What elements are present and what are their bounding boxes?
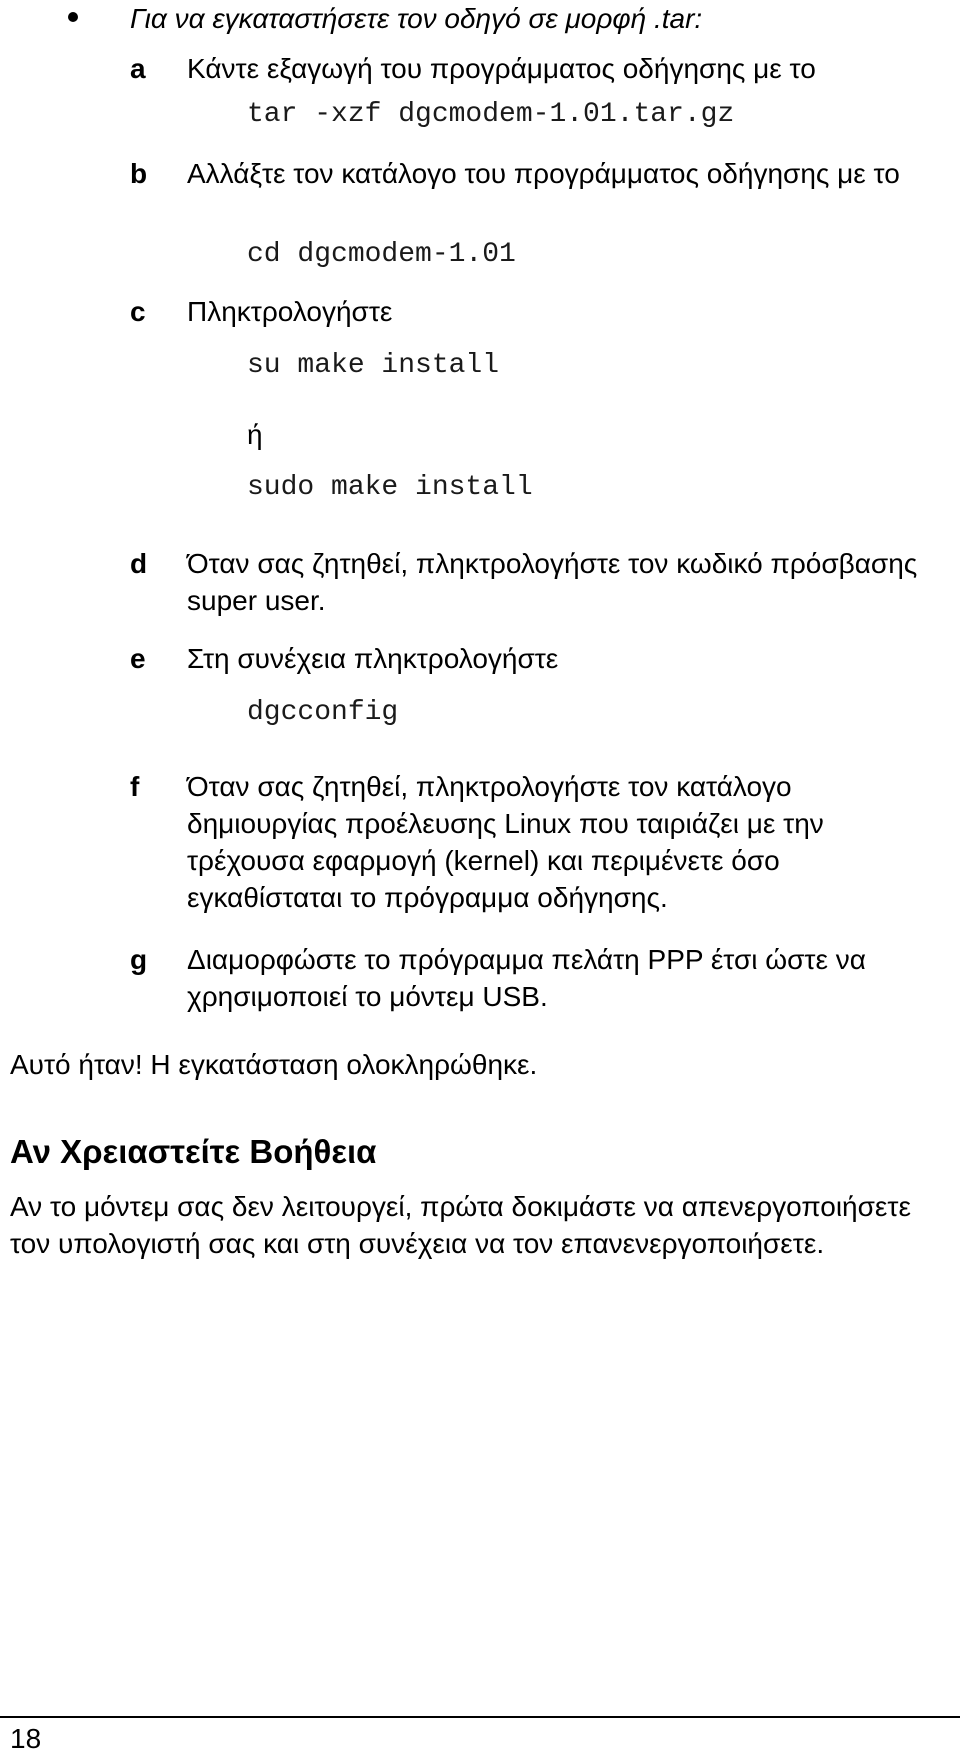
- step-text: Όταν σας ζητηθεί, πληκτρολογήστε τον κωδικό πρόσβασης super user.: [187, 548, 918, 616]
- command-cd: cd dgcmodem-1.01: [247, 239, 516, 270]
- footer-rule: [0, 1716, 960, 1718]
- step-letter: f: [130, 771, 140, 802]
- step-letter: b: [130, 158, 148, 189]
- help-body: Αν το μόντεμ σας δεν λειτουργεί, πρώτα δοκιμάστε να απενεργοποιήσετε τον υπολογιστή σας και στη συνέχεια να τον επανενεργοποιήσετε.: [10, 1191, 911, 1259]
- command-su-install: su make install: [247, 350, 500, 381]
- step-text: Κάντε εξαγωγή του προγράμματος οδήγησης με το: [187, 53, 816, 84]
- help-heading: Αν Χρειαστείτε Βοήθεια: [10, 1133, 377, 1170]
- intro-bullet: [0, 0, 960, 37]
- step-text: Όταν σας ζητηθεί, πληκτρολογήστε τον κατάλογο δημιουργίας προέλευσης Linux που ταιριάζει με την τρέχουσα εφαρμογή (kernel) και περιμένετε όσο εγκαθίσταται το πρόγραμμα οδήγησης.: [187, 771, 824, 913]
- step-text: Διαμορφώστε το πρόγραμμα πελάτη PPP έτσι ώστε να χρησιμοποιεί το μόντεμ USB.: [187, 944, 866, 1012]
- bullet-dot-icon: [68, 12, 78, 22]
- step-letter: d: [130, 548, 148, 579]
- step-letter: g: [130, 944, 148, 975]
- command-extract: tar -xzf dgcmodem-1.01.tar.gz: [247, 99, 735, 130]
- step-letter: e: [130, 643, 146, 674]
- or-text: ή: [247, 419, 263, 450]
- step-letter: c: [130, 296, 146, 327]
- step-letter: a: [130, 53, 146, 84]
- step-text: Πληκτρολογήστε: [187, 296, 393, 327]
- command-sudo-install: sudo make install: [247, 472, 533, 503]
- intro-text: Για να εγκαταστήσετε τον οδηγό σε μορφή .tar:: [130, 3, 703, 34]
- command-dgcconfig: dgcconfig: [247, 697, 399, 728]
- step-text: Αλλάξτε τον κατάλογο του προγράμματος οδήγησης με το: [187, 158, 900, 189]
- page-number: 18: [10, 1723, 42, 1754]
- step-text: Στη συνέχεια πληκτρολογήστε: [187, 643, 559, 674]
- completion-text: Αυτό ήταν! Η εγκατάσταση ολοκληρώθηκε.: [10, 1049, 538, 1080]
